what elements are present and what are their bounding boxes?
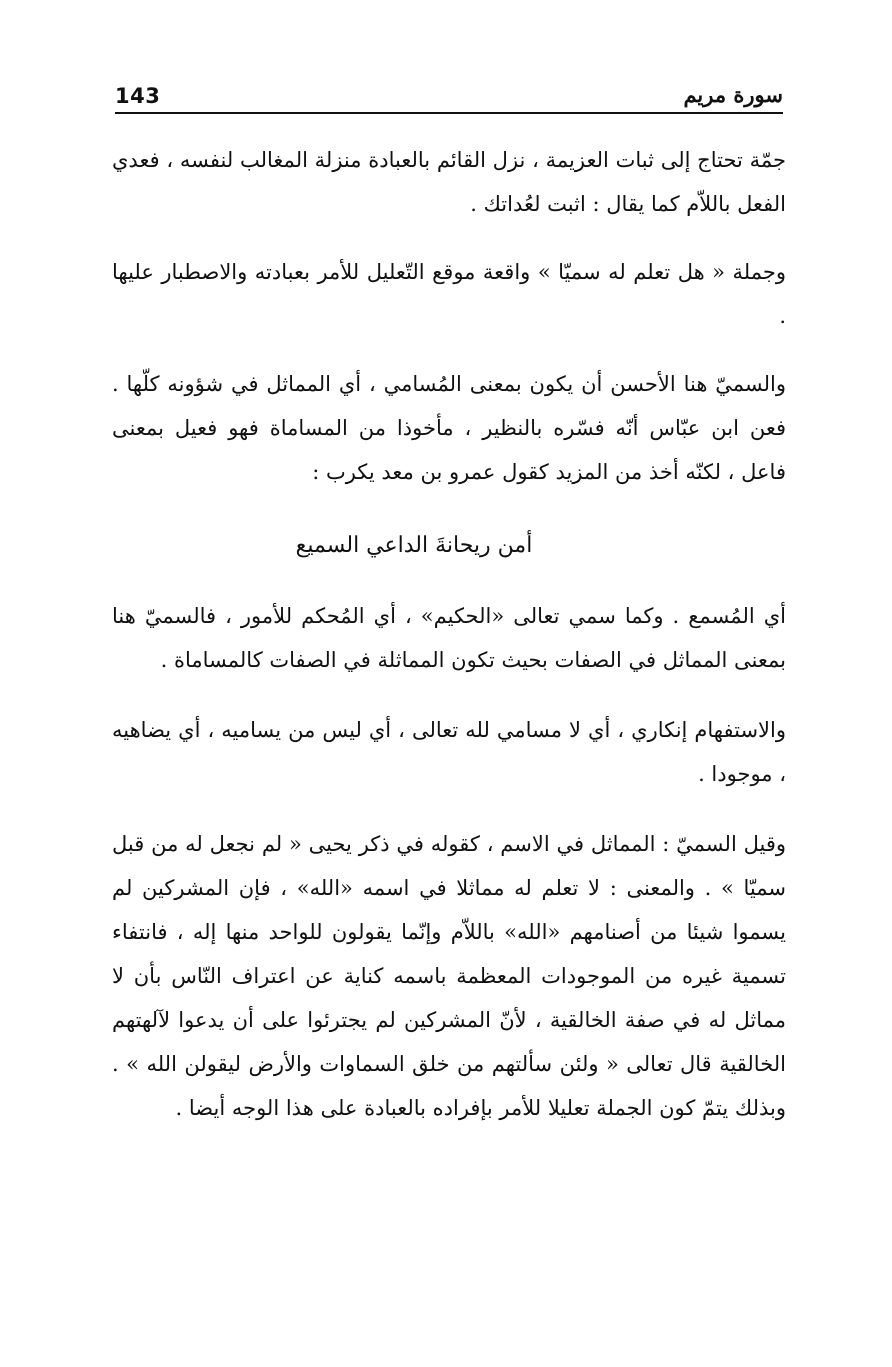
paragraph-2: وجملة « هل تعلم له سميّا » واقعة موقع التّعليل للأمر بعبادته والاصطبار عليها . [112,260,786,328]
page-header [115,82,783,114]
running-title: سورة مريم [683,82,783,107]
poetry-verse: أمن ريحانةَ الداعي السميع [295,533,533,558]
paragraph-4: أي المُسمع . وكما سمي تعالى «الحكيم» ، أي المُحكم للأمور ، فالسميّ هنا بمعنى المماثل في الصفات بحيث تكون المماثلة في الصفات كالمساماة . [112,604,786,672]
body-text [112,138,786,1130]
paragraph-3: والسميّ هنا الأحسن أن يكون بمعنى المُسامي ، أي المماثل في شؤونه كلّها . فعن ابن عبّاس أنّه فسّره بالنظير ، مأخوذا من المساماة فهو فعيل بمعنى فاعل ، لكنّه أخذ من المزيد كقول عمرو بن معد يكرب : [112,372,786,484]
paragraph-5: والاستفهام إنكاري ، أي لا مسامي لله تعالى ، أي ليس من يساميه ، أي يضاهيه ، موجودا . [112,718,786,786]
paragraph-1: جمّة تحتاج إلى ثبات العزيمة ، نزل القائم بالعبادة منزلة المغالب لنفسه ، فعدي الفعل باللاّم كما يقال : اثبت لعُداتك . [112,148,786,216]
paragraph-6: وقيل السميّ : المماثل في الاسم ، كقوله في ذكر يحيى « لم نجعل له من قبل سميّا » . والمعنى : لا تعلم له مماثلا في اسمه «الله» ، فإن المشركين لم يسموا شيئا من أصنامهم «الله» باللاّم وإنّما يقولون للواحد منها إله ، فانتفاء تسمية غيره من الموجودات المعظمة باسمه كناية عن اعتراف النّاس بأن لا مماثل له في صفة الخالقية ، لأنّ المشركين لم يجترئوا على أن يدعوا لآلهتهم الخالقية قال تعالى « ولئن سألتهم من خلق السماوات والأرض ليقولن الله » . وبذلك يتمّ كون الجملة تعليلا للأمر بإفراده بالعبادة على هذا الوجه أيضا . [112,832,786,1120]
page-number: 143 [115,84,161,108]
